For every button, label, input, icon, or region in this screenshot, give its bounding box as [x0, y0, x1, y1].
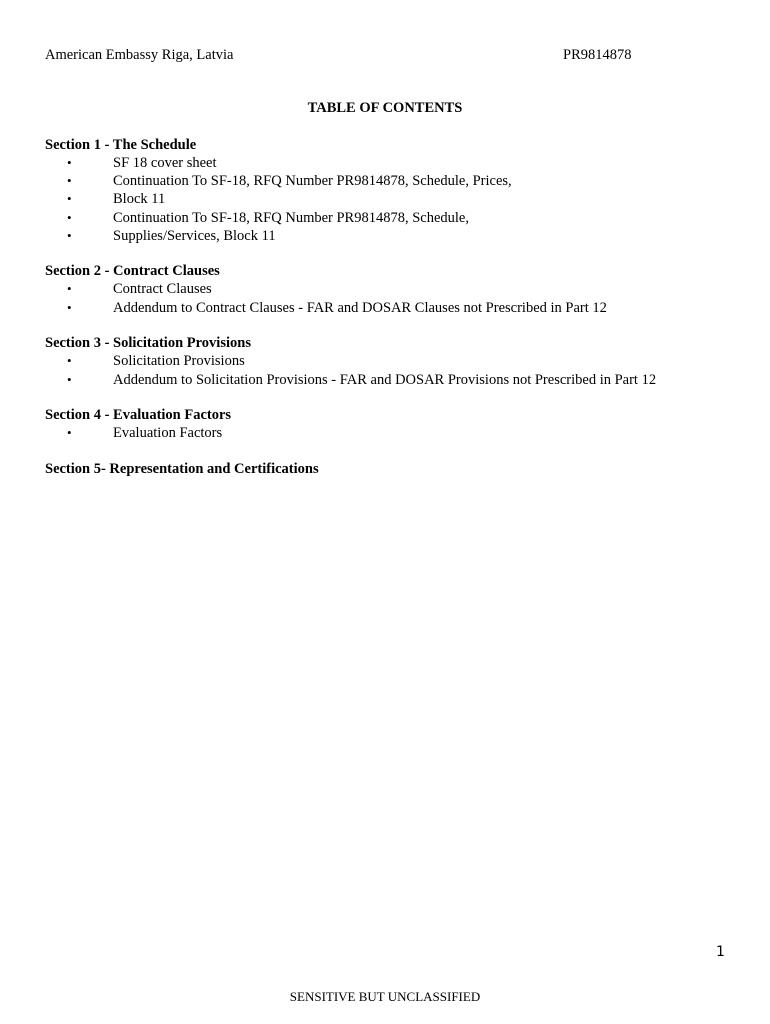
bullet-icon: •: [67, 299, 72, 315]
header-embassy: American Embassy Riga, Latvia: [45, 47, 234, 63]
bullet-icon: •: [67, 191, 72, 207]
toc-item-text: Addendum to Contract Clauses - FAR and DOSAR Clauses not Prescribed in Part 12: [113, 299, 607, 316]
bullet-icon: •: [67, 155, 72, 170]
bullet-icon: •: [67, 209, 72, 225]
bullet-icon: •: [67, 353, 72, 369]
toc-list-item: [45, 424, 745, 442]
toc-list-item: [45, 227, 745, 245]
page-number: 1: [716, 944, 725, 960]
section-title: Section 4 - Evaluation Factors: [45, 407, 232, 424]
toc-item-text: Supplies/Services, Block 11: [113, 227, 276, 244]
toc-list-item: [45, 280, 745, 298]
section-title: Section 1 - The Schedule: [45, 137, 197, 153]
toc-section: [45, 334, 745, 388]
section-title: Section 3 - Solicitation Provisions: [45, 335, 251, 352]
toc-list-item: [45, 154, 745, 172]
toc-list-item: [45, 190, 745, 208]
toc-section: [45, 136, 745, 245]
section-title: Section 2 - Contract Clauses: [45, 263, 220, 280]
toc-list-item: [45, 371, 745, 389]
toc-title: TABLE OF CONTENTS: [307, 100, 463, 116]
toc-item-text: Continuation To SF-18, RFQ Number PR9814878, Schedule,: [113, 209, 469, 226]
header-rfq-number: PR9814878: [563, 47, 632, 63]
bullet-icon: •: [67, 227, 72, 243]
toc-list-item: [45, 172, 745, 190]
bullet-icon: •: [67, 371, 72, 387]
toc-section: [45, 460, 745, 478]
toc-list-item: [45, 299, 745, 317]
toc-sections: [45, 136, 745, 495]
toc-item-text: Solicitation Provisions: [113, 353, 245, 370]
toc-section: [45, 406, 745, 442]
bullet-icon: •: [67, 425, 72, 441]
section-title: Section 5- Representation and Certifications: [45, 460, 319, 477]
toc-item-text: Continuation To SF-18, RFQ Number PR9814878, Schedule, Prices,: [113, 173, 512, 190]
toc-item-text: Addendum to Solicitation Provisions - FAR and DOSAR Provisions not Prescribed in Part 12: [113, 371, 657, 388]
bullet-icon: •: [67, 173, 72, 189]
toc-list-item: [45, 352, 745, 370]
toc-item-text: Evaluation Factors: [113, 425, 223, 442]
toc-section: [45, 262, 745, 316]
classification-footer: SENSITIVE BUT UNCLASSIFIED: [289, 989, 481, 1004]
toc-item-text: SF 18 cover sheet: [113, 155, 217, 171]
bullet-icon: •: [67, 281, 72, 297]
toc-item-text: Block 11: [113, 191, 166, 208]
toc-item-text: Contract Clauses: [113, 281, 212, 298]
toc-list-item: [45, 209, 745, 227]
